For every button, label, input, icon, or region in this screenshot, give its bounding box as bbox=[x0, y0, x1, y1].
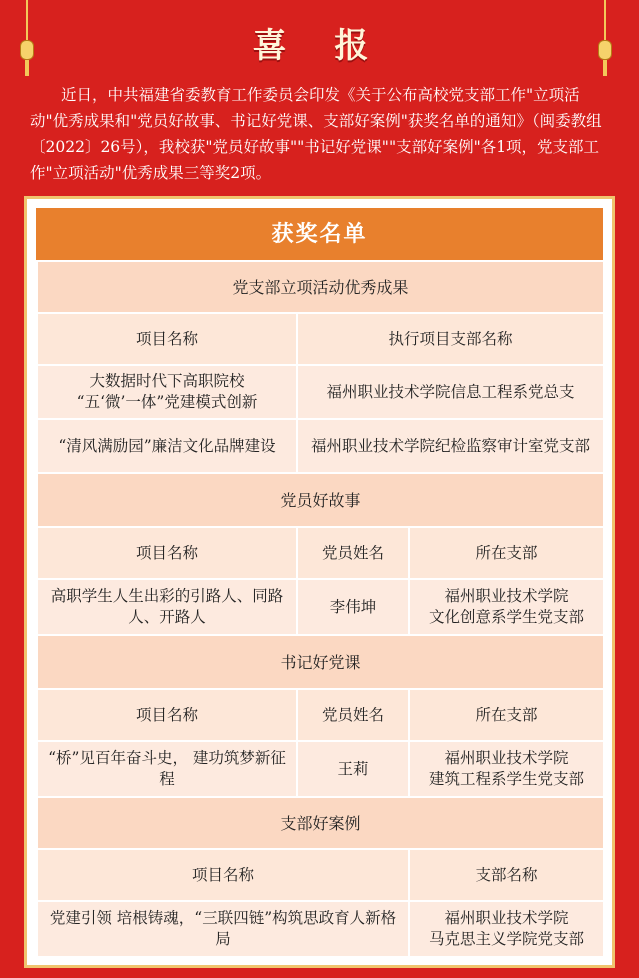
page-title: 喜 报 bbox=[252, 26, 387, 66]
table-cell: 李伟坤 bbox=[297, 579, 409, 635]
column-header: 所在支部 bbox=[409, 527, 604, 579]
award-table bbox=[36, 260, 605, 958]
column-header: 项目名称 bbox=[37, 849, 409, 901]
award-board bbox=[24, 196, 615, 968]
column-header: 所在支部 bbox=[409, 689, 604, 741]
table-cell: 福州职业技术学院信息工程系党总支 bbox=[297, 365, 604, 419]
intro-paragraph: 近日，中共福建省委教育工作委员会印发《关于公布高校党支部工作"立项活动"优秀成果和"党员好故事、书记好党课、支部好案例"获奖名单的通知》（闽委教组〔2022〕26号），我校获"党员好故事""书记好党课""支部好案例"各1项，党支部工作"立项活动"优秀成果三等奖2项。 bbox=[30, 86, 602, 182]
column-header: 项目名称 bbox=[37, 313, 297, 365]
section-title-member-stories: 党员好故事 bbox=[37, 473, 604, 527]
award-list-heading: 获奖名单 bbox=[36, 208, 603, 260]
table-cell: “清风满励园”廉洁文化品牌建设 bbox=[37, 419, 297, 473]
table-cell: “桥”见百年奋斗史， 建功筑梦新征程 bbox=[37, 741, 297, 797]
table-cell: 大数据时代下高职院校 “五‘微’一体”党建模式创新 bbox=[37, 365, 297, 419]
award-board-inner bbox=[36, 208, 603, 958]
column-header: 党员姓名 bbox=[297, 527, 409, 579]
section-title-secretary-lessons: 书记好党课 bbox=[37, 635, 604, 689]
column-header: 党员姓名 bbox=[297, 689, 409, 741]
table-cell: 福州职业技术学院纪检监察审计室党支部 bbox=[297, 419, 604, 473]
section-title-branch-projects: 党支部立项活动优秀成果 bbox=[37, 261, 604, 313]
section-title-branch-cases: 支部好案例 bbox=[37, 797, 604, 849]
table-cell: 福州职业技术学院 建筑工程系学生党支部 bbox=[409, 741, 604, 797]
table-cell: 党建引领 培根铸魂，“三联四链”构筑思政育人新格局 bbox=[37, 901, 409, 957]
table-cell: 福州职业技术学院 马克思主义学院党支部 bbox=[409, 901, 604, 957]
column-header: 项目名称 bbox=[37, 527, 297, 579]
column-header: 项目名称 bbox=[37, 689, 297, 741]
table-cell: 王莉 bbox=[297, 741, 409, 797]
table-cell: 高职学生人生出彩的引路人、同路人、开路人 bbox=[37, 579, 297, 635]
column-header: 执行项目支部名称 bbox=[297, 313, 604, 365]
column-header: 支部名称 bbox=[409, 849, 604, 901]
table-cell: 福州职业技术学院 文化创意系学生党支部 bbox=[409, 579, 604, 635]
